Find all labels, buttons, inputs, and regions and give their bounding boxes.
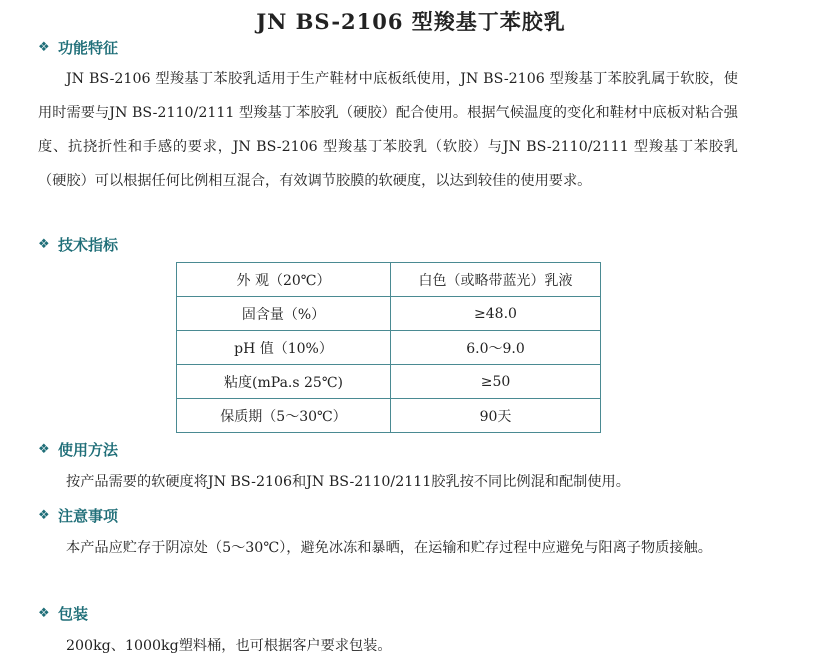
section-heading-label: 功能特征 [58, 38, 119, 57]
table-row [177, 263, 601, 297]
section-heading-specs [38, 233, 118, 255]
spec-name-cell: pH 值（10%） [177, 331, 391, 365]
spec-value-cell: ≥50 [391, 365, 601, 399]
table-row [177, 331, 601, 365]
page-title: JN BS-2106 型羧基丁苯胶乳 [256, 9, 566, 34]
diamond-bullet-icon: ❖ [38, 236, 50, 252]
diamond-bullet-icon: ❖ [38, 605, 50, 621]
usage-paragraph: 按产品需要的软硬度将JN BS-2106和JN BS-2110/2111胶乳按不同比例混和配制使用。 [66, 474, 630, 490]
section-heading-usage [38, 438, 118, 460]
spec-name-cell: 保质期（5～30℃） [177, 399, 391, 433]
spec-name-cell: 外 观（20℃） [177, 263, 391, 297]
packaging-paragraph: 200kg、1000kg塑料桶，也可根据客户要求包装。 [66, 638, 392, 654]
section-heading-label: 使用方法 [58, 440, 119, 459]
section-heading-notes [38, 504, 118, 526]
diamond-bullet-icon: ❖ [38, 441, 50, 457]
spec-value-cell: 白色（或略带蓝光）乳液 [391, 263, 601, 297]
table-row [177, 399, 601, 433]
table-row [177, 297, 601, 331]
spec-name-cell: 粘度(mPa.s 25℃) [177, 365, 391, 399]
spec-value-cell: ≥48.0 [391, 297, 601, 331]
section-heading-features [38, 36, 118, 58]
diamond-bullet-icon: ❖ [38, 507, 50, 523]
spec-value-cell: 90天 [391, 399, 601, 433]
section-heading-label: 注意事项 [58, 506, 119, 525]
table-row [177, 365, 601, 399]
spec-table [176, 262, 601, 433]
notes-paragraph: 本产品应贮存于阴凉处（5～30℃），避免冰冻和暴晒，在运输和贮存过程中应避免与阳离子物质接触。 [66, 540, 712, 556]
section-heading-packaging [38, 602, 88, 624]
section-heading-label: 技术指标 [58, 235, 119, 254]
spec-value-cell: 6.0～9.0 [391, 331, 601, 365]
section-heading-label: 包装 [58, 604, 89, 623]
spec-name-cell: 固含量（%） [177, 297, 391, 331]
diamond-bullet-icon: ❖ [38, 39, 50, 55]
features-paragraph: JN BS-2106 型羧基丁苯胶乳适用于生产鞋材中底板纸使用，JN BS-2106 型羧基丁苯胶乳属于软胶，使用时需要与JN BS-2110/2111 型羧基丁苯胶乳（硬胶）配合使用。根据气候温度的变化和鞋材中底板对粘合强度、抗挠折性和手感的要求，JN BS-2106 型羧基丁苯胶乳（软胶）与JN BS-2110/2111 型羧基丁苯胶乳（硬胶）可以根据任何比例相互混合，有效调节胶膜的软硬度，以达到较佳的使用要求。 [38, 71, 738, 189]
